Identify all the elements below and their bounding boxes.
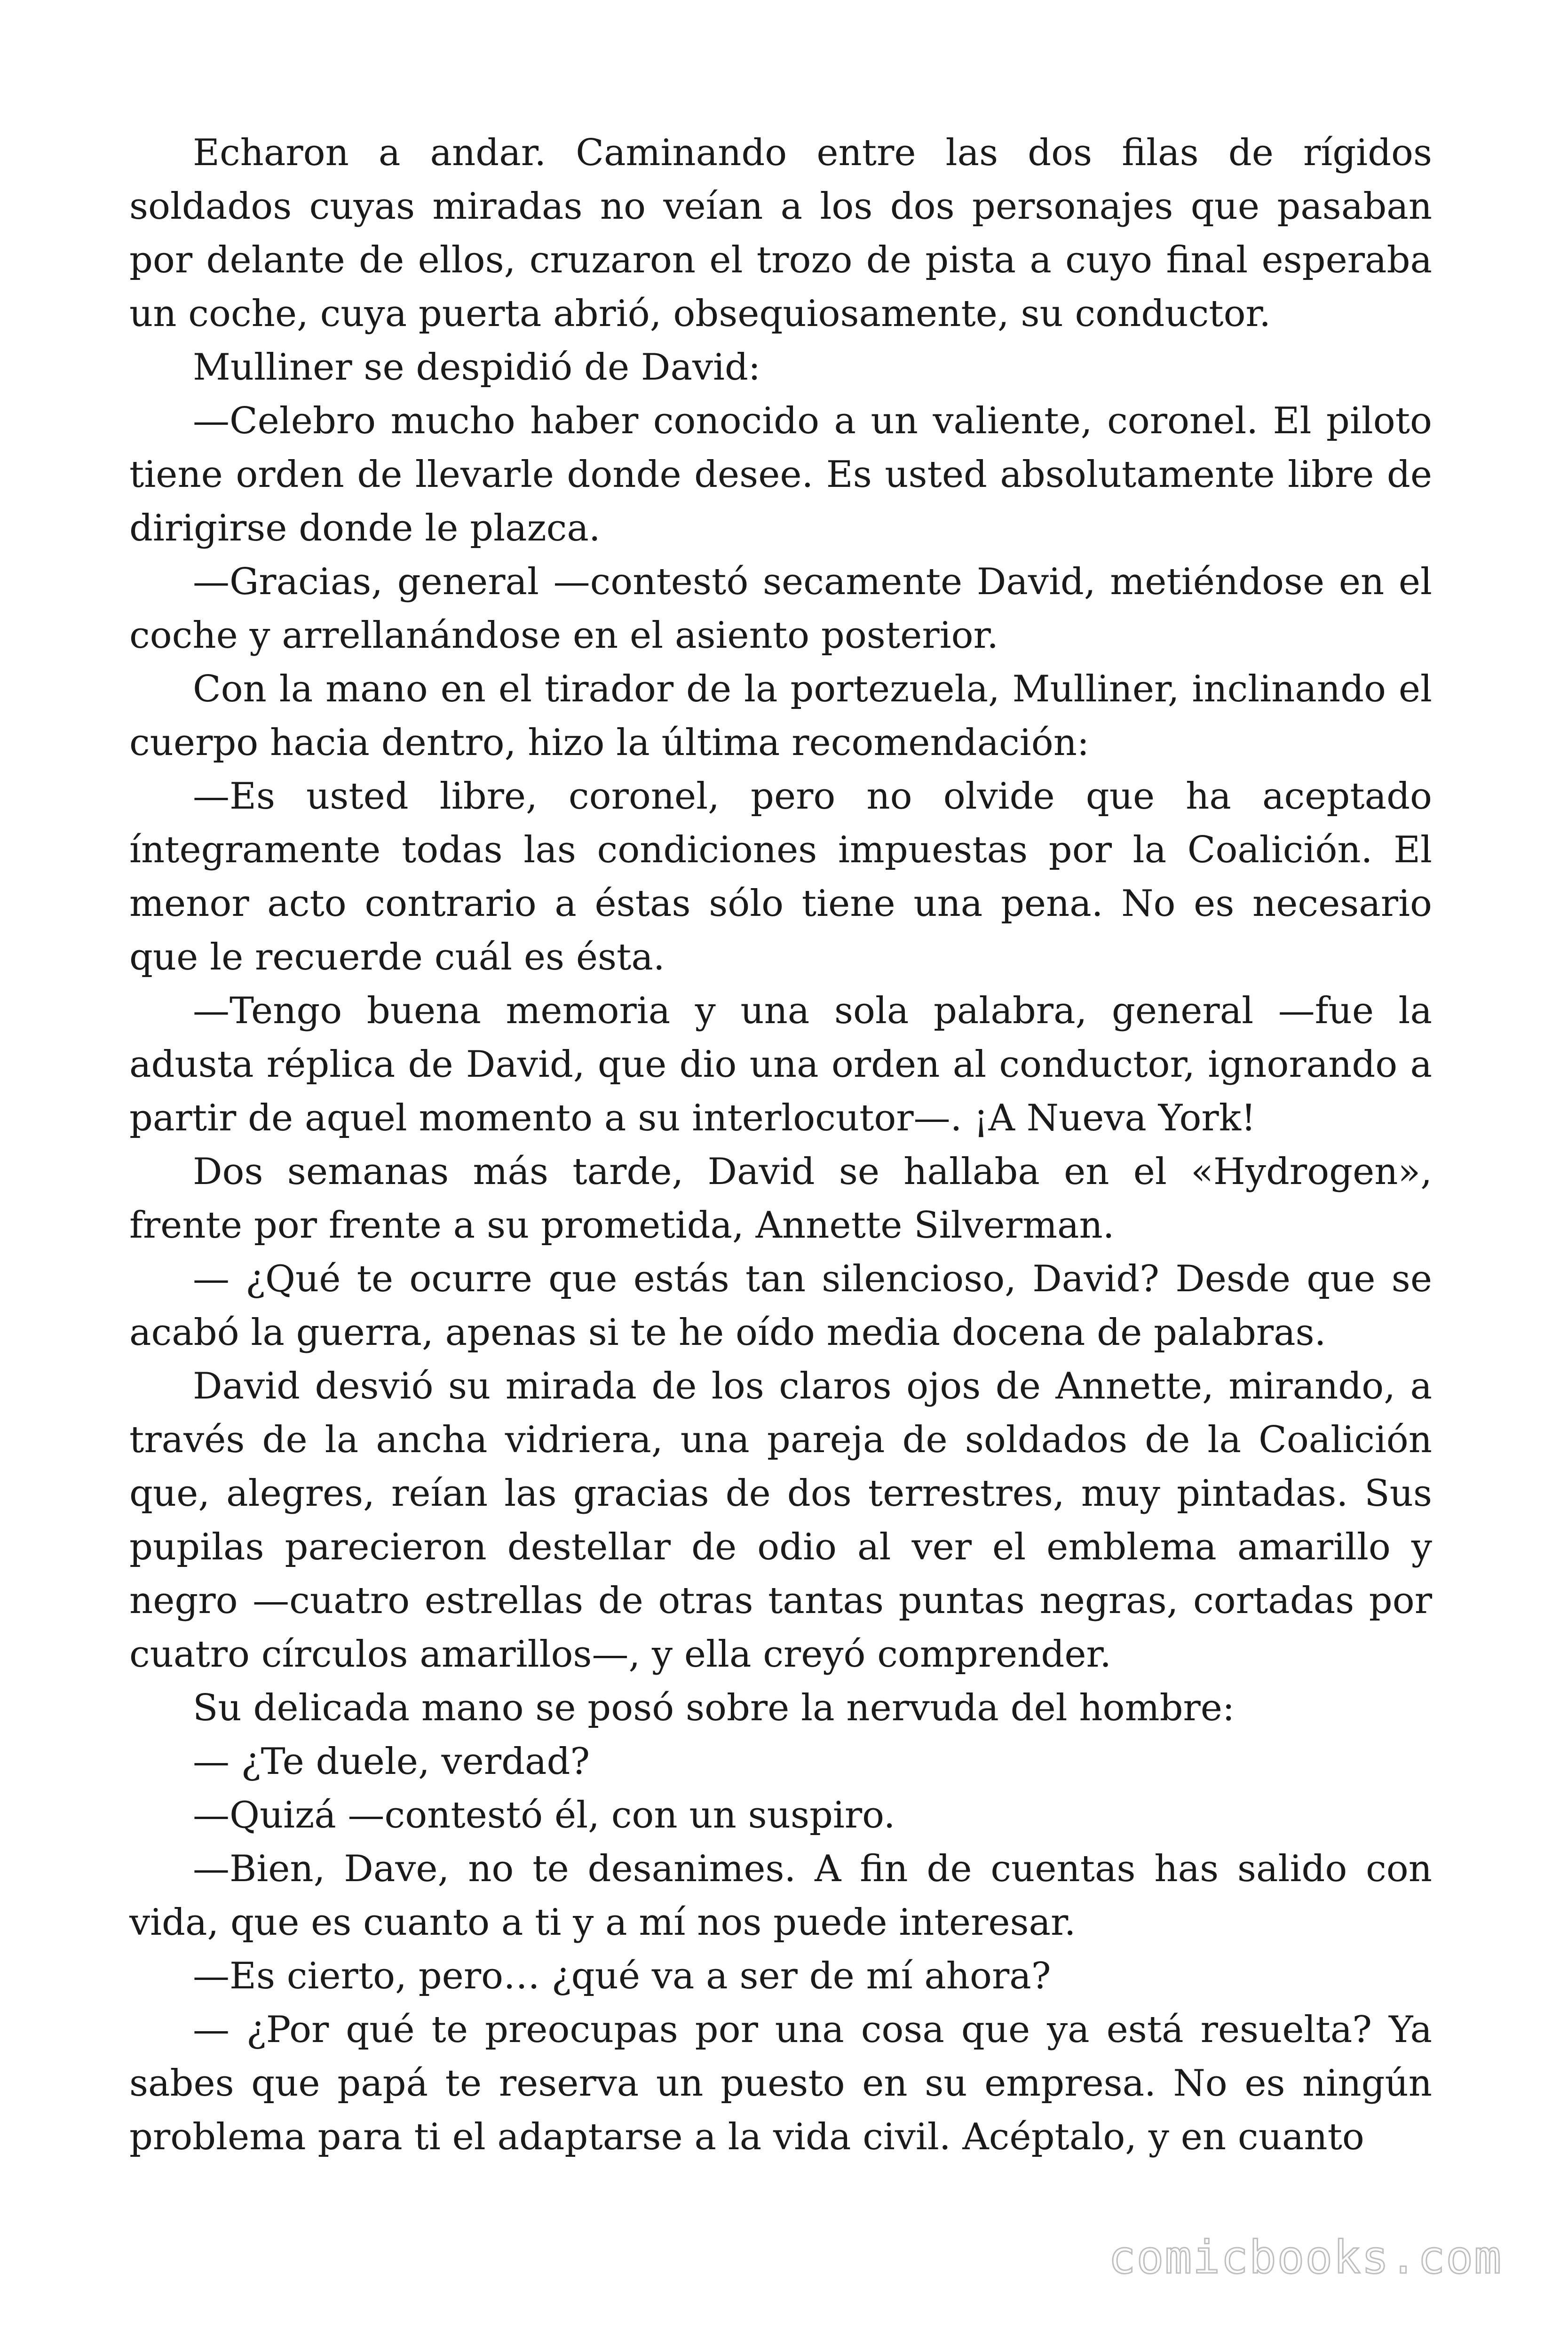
paragraph: —Gracias, general —contestó secamente David, metiéndose en el coche y arrellanándose en el asiento posterior. — [129, 561, 1432, 657]
paragraph: — ¿Te duele, verdad? — [193, 1740, 590, 1783]
paragraph: David desvió su mirada de los claros ojos de Annette, mirando, a través de la ancha vidriera, una pareja de soldados de la Coalición que, alegres, reían las gracias de dos terrestres, muy pintadas. Sus pupilas parecieron destellar de odio al ver el emblema amarillo y negro —cuatro estrellas de otras tantas puntas negras, cortadas por cuatro círculos amarillos—, y ella creyó comprender. — [129, 1365, 1432, 1676]
paragraph: — ¿Qué te ocurre que estás tan silencioso, David? Desde que se acabó la guerra, apenas si te he oído media docena de palabras. — [129, 1258, 1432, 1354]
paragraph: —Tengo buena memoria y una sola palabra, general —fue la adusta réplica de David, que dio una orden al conductor, ignorando a partir de aquel momento a su interlocutor—. ¡A Nueva York! — [129, 990, 1432, 1139]
paragraph: —Bien, Dave, no te desanimes. A fin de cuentas has salido con vida, que es cuanto a ti y a mí nos puede interesar. — [129, 1848, 1432, 1944]
paragraph: Su delicada mano se posó sobre la nervuda del hombre: — [193, 1687, 1235, 1729]
watermark: comicbooks.com — [1108, 2231, 1502, 2284]
paragraph: Dos semanas más tarde, David se hallaba en el «Hydrogen», frente por frente a su prometida, Annette Silverman. — [129, 1151, 1432, 1247]
paragraph: —Quizá —contestó él, con un suspiro. — [193, 1794, 895, 1836]
paragraph: —Es cierto, pero… ¿qué va a ser de mí ahora? — [193, 1955, 1051, 1997]
paragraph: Mulliner se despidió de David: — [193, 346, 761, 389]
paragraph: Con la mano en el tirador de la portezuela, Mulliner, inclinando el cuerpo hacia dentro, hizo la última recomendación: — [129, 668, 1432, 764]
book-page-text — [129, 126, 1432, 2164]
paragraph: — ¿Por qué te preocupas por una cosa que ya está resuelta? Ya sabes que papá te reserva un puesto en su empresa. No es ningún problema para ti el adaptarse a la vida civil. Acéptalo, y en cuanto — [129, 2009, 1432, 2158]
paragraph: —Celebro mucho haber conocido a un valiente, coronel. El piloto tiene orden de llevarle donde desee. Es usted absolutamente libre de dirigirse donde le plazca. — [129, 400, 1432, 549]
paragraph: —Es usted libre, coronel, pero no olvide que ha aceptado íntegramente todas las condiciones impuestas por la Coalición. El menor acto contrario a éstas sólo tiene una pena. No es necesario que le recuerde cuál es ésta. — [129, 775, 1432, 978]
paragraph: Echaron a andar. Caminando entre las dos filas de rígidos soldados cuyas miradas no veían a los dos personajes que pasaban por delante de ellos, cruzaron el trozo de pista a cuyo final esperaba un coche, cuya puerta abrió, obsequiosamente, su conductor. — [129, 132, 1432, 335]
